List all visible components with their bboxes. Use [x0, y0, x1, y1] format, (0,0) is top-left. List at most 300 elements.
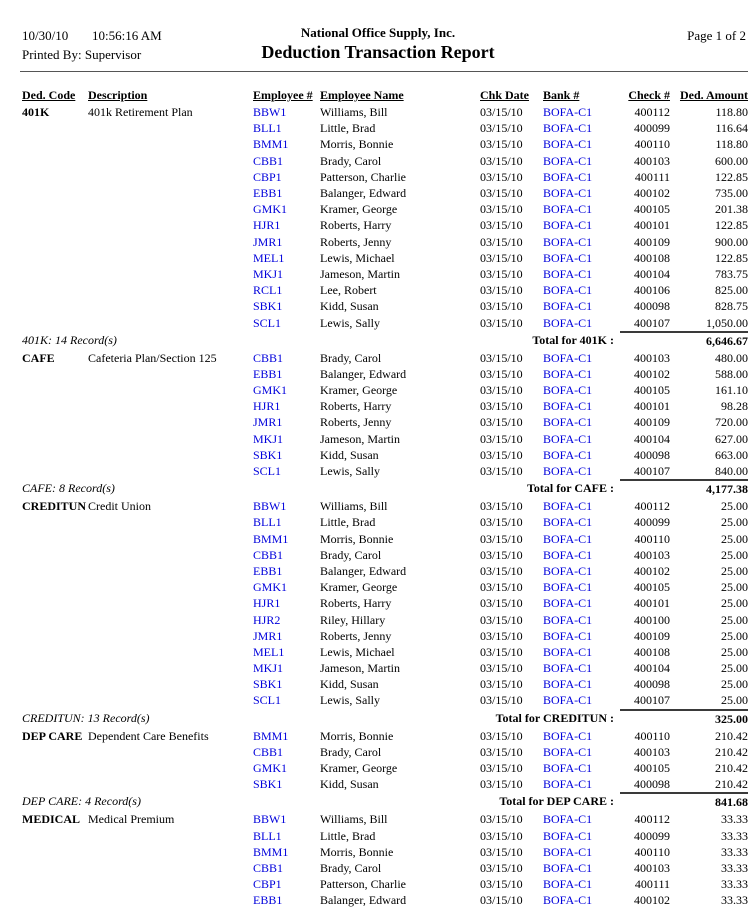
check-number-cell: 400103: [634, 350, 670, 365]
col-header-chk-date: Chk Date: [480, 87, 530, 102]
ded-amount-cell: 25.00: [721, 499, 748, 514]
bank-number-link[interactable]: BOFA-C1: [543, 383, 593, 398]
bank-number-link[interactable]: BOFA-C1: [543, 447, 593, 462]
group-record-count: CREDITUN: 13 Record(s): [22, 710, 150, 725]
employee-name-cell: Kramer, George: [320, 580, 398, 595]
table-row: [0, 350, 756, 366]
employee-number-link[interactable]: BLL1: [253, 121, 282, 136]
table-row: [0, 776, 756, 792]
employee-number-link[interactable]: BMM1: [253, 531, 289, 546]
ded-amount-cell: 720.00: [715, 415, 748, 430]
table-row: [0, 185, 756, 201]
bank-number-link[interactable]: BOFA-C1: [543, 828, 593, 843]
table-row: [0, 366, 756, 382]
bank-number-link[interactable]: BOFA-C1: [543, 728, 593, 743]
employee-name-cell: Roberts, Jenny: [320, 628, 392, 643]
chk-date-cell: 03/15/10: [480, 315, 523, 330]
employee-number-link[interactable]: BBW1: [253, 105, 287, 120]
employee-number-link[interactable]: MKJ1: [253, 266, 284, 281]
chk-date-cell: 03/15/10: [480, 234, 523, 249]
employee-name-cell: Morris, Bonnie: [320, 137, 394, 152]
bank-number-link[interactable]: BOFA-C1: [543, 250, 593, 265]
group-total-label: Total for 401K :: [532, 332, 614, 347]
employee-number-link[interactable]: CBP1: [253, 877, 282, 892]
employee-number-link[interactable]: CBP1: [253, 169, 282, 184]
bank-number-link[interactable]: BOFA-C1: [543, 366, 593, 381]
table-row: [0, 447, 756, 463]
ded-amount-cell: 663.00: [715, 447, 748, 462]
bank-number-link[interactable]: BOFA-C1: [543, 531, 593, 546]
check-number-cell: 400104: [634, 266, 670, 281]
printed-by: Printed By: Supervisor: [22, 47, 142, 62]
employee-number-link[interactable]: EBB1: [253, 186, 283, 201]
description-cell: Medical Premium: [88, 812, 175, 827]
employee-name-cell: Balanger, Edward: [320, 366, 407, 381]
bank-number-link[interactable]: BOFA-C1: [543, 812, 593, 827]
table-row: [0, 431, 756, 447]
check-number-cell: 400108: [634, 250, 670, 265]
ded-code-cell: 401K: [22, 105, 50, 120]
bank-number-link[interactable]: BOFA-C1: [543, 547, 593, 562]
chk-date-cell: 03/15/10: [480, 531, 523, 546]
description-cell: Cafeteria Plan/Section 125: [88, 350, 217, 365]
ded-amount-cell: 25.00: [721, 612, 748, 627]
table-row: [0, 514, 756, 530]
bank-number-link[interactable]: BOFA-C1: [543, 628, 593, 643]
ded-amount-cell: 25.00: [721, 596, 748, 611]
employee-number-link[interactable]: MKJ1: [253, 661, 284, 676]
bank-number-link[interactable]: BOFA-C1: [543, 299, 593, 314]
check-number-cell: 400111: [634, 877, 670, 892]
chk-date-cell: 03/15/10: [480, 447, 523, 462]
check-number-cell: 400098: [634, 777, 670, 792]
header-divider: [20, 71, 748, 72]
employee-name-cell: Roberts, Jenny: [320, 234, 392, 249]
ded-amount-cell: 25.00: [721, 531, 748, 546]
bank-number-link[interactable]: BOFA-C1: [543, 612, 593, 627]
group-total-label: Total for DEP CARE :: [499, 794, 614, 809]
table-row: [0, 811, 756, 827]
report-body: [0, 104, 756, 908]
table-row: [0, 314, 756, 330]
employee-name-cell: Riley, Hillary: [320, 612, 386, 627]
ded-code-cell: MEDICAL: [22, 812, 81, 827]
table-row: [0, 744, 756, 760]
employee-name-cell: Morris, Bonnie: [320, 531, 394, 546]
employee-name-cell: Morris, Bonnie: [320, 728, 394, 743]
table-row: [0, 828, 756, 844]
table-row: [0, 120, 756, 136]
chk-date-cell: 03/15/10: [480, 350, 523, 365]
table-row: [0, 860, 756, 876]
chk-date-cell: 03/15/10: [480, 812, 523, 827]
check-number-cell: 400109: [634, 628, 670, 643]
table-row: [0, 217, 756, 233]
chk-date-cell: 03/15/10: [480, 563, 523, 578]
employee-number-link[interactable]: JMR1: [253, 234, 283, 249]
table-row: [0, 595, 756, 611]
group-footer-row: [0, 331, 756, 349]
employee-number-link[interactable]: SBK1: [253, 299, 283, 314]
employee-number-link[interactable]: SCL1: [253, 315, 282, 330]
bank-number-link[interactable]: BOFA-C1: [543, 202, 593, 217]
ded-amount-cell: 33.33: [721, 860, 748, 875]
chk-date-cell: 03/15/10: [480, 515, 523, 530]
employee-number-link[interactable]: BMM1: [253, 728, 289, 743]
employee-name-cell: Roberts, Harry: [320, 399, 392, 414]
bank-number-link[interactable]: BOFA-C1: [543, 283, 593, 298]
ded-amount-cell: 201.38: [715, 202, 748, 217]
chk-date-cell: 03/15/10: [480, 399, 523, 414]
employee-number-link[interactable]: MEL1: [253, 250, 285, 265]
employee-name-cell: Roberts, Harry: [320, 596, 392, 611]
check-number-cell: 400101: [634, 596, 670, 611]
employee-number-link[interactable]: SBK1: [253, 777, 283, 792]
check-number-cell: 400103: [634, 547, 670, 562]
check-number-cell: 400105: [634, 383, 670, 398]
check-number-cell: 400102: [634, 563, 670, 578]
bank-number-link[interactable]: BOFA-C1: [543, 877, 593, 892]
ded-amount-cell: 783.75: [715, 266, 748, 281]
chk-date-cell: 03/15/10: [480, 266, 523, 281]
chk-date-cell: 03/15/10: [480, 218, 523, 233]
bank-number-link[interactable]: BOFA-C1: [543, 105, 593, 120]
employee-number-link[interactable]: EBB1: [253, 563, 283, 578]
col-header-bank-num: Bank #: [543, 87, 580, 102]
employee-number-link[interactable]: CBB1: [253, 547, 284, 562]
check-number-cell: 400108: [634, 644, 670, 659]
employee-name-cell: Morris, Bonnie: [320, 844, 394, 859]
ded-amount-cell: 588.00: [715, 366, 748, 381]
group-total-amount: 4,177.38: [620, 479, 748, 497]
employee-name-cell: Patterson, Charlie: [320, 169, 406, 184]
bank-number-link[interactable]: BOFA-C1: [543, 893, 593, 908]
bank-number-link[interactable]: BOFA-C1: [543, 777, 593, 792]
description-cell: Credit Union: [88, 499, 151, 514]
employee-number-link[interactable]: GMK1: [253, 383, 288, 398]
group-footer-row: [0, 709, 756, 727]
ded-amount-cell: 210.42: [715, 744, 748, 759]
chk-date-cell: 03/15/10: [480, 283, 523, 298]
chk-date-cell: 03/15/10: [480, 121, 523, 136]
check-number-cell: 400102: [634, 366, 670, 381]
employee-number-link[interactable]: JMR1: [253, 628, 283, 643]
employee-number-link[interactable]: SBK1: [253, 447, 283, 462]
employee-name-cell: Balanger, Edward: [320, 893, 407, 908]
check-number-cell: 400101: [634, 218, 670, 233]
employee-number-link[interactable]: BLL1: [253, 828, 282, 843]
check-number-cell: 400110: [634, 844, 670, 859]
table-row: [0, 579, 756, 595]
chk-date-cell: 03/15/10: [480, 777, 523, 792]
employee-name-cell: Jameson, Martin: [320, 431, 400, 446]
check-number-cell: 400099: [634, 121, 670, 136]
employee-number-link[interactable]: HJR2: [253, 612, 281, 627]
ded-amount-cell: 118.80: [715, 137, 748, 152]
col-header-employee-name: Employee Name: [320, 87, 404, 102]
bank-number-link[interactable]: BOFA-C1: [543, 137, 593, 152]
bank-number-link[interactable]: BOFA-C1: [543, 121, 593, 136]
ded-amount-cell: 122.85: [715, 218, 748, 233]
check-number-cell: 400100: [634, 612, 670, 627]
ded-amount-cell: 825.00: [715, 283, 748, 298]
bank-number-link[interactable]: BOFA-C1: [543, 677, 593, 692]
employee-name-cell: Lewis, Michael: [320, 250, 395, 265]
employee-number-link[interactable]: BLL1: [253, 515, 282, 530]
ded-amount-cell: 480.00: [715, 350, 748, 365]
ded-amount-cell: 210.42: [715, 728, 748, 743]
chk-date-cell: 03/15/10: [480, 844, 523, 859]
chk-date-cell: 03/15/10: [480, 860, 523, 875]
chk-date-cell: 03/15/10: [480, 153, 523, 168]
employee-number-link[interactable]: GMK1: [253, 202, 288, 217]
table-row: [0, 660, 756, 676]
ded-amount-cell: 25.00: [721, 547, 748, 562]
bank-number-link[interactable]: BOFA-C1: [543, 218, 593, 233]
group-record-count: CAFE: 8 Record(s): [22, 481, 115, 496]
bank-number-link[interactable]: BOFA-C1: [543, 431, 593, 446]
check-number-cell: 400107: [634, 693, 670, 708]
ded-amount-cell: 116.64: [715, 121, 748, 136]
bank-number-link[interactable]: BOFA-C1: [543, 169, 593, 184]
employee-name-cell: Brady, Carol: [320, 547, 382, 562]
employee-number-link[interactable]: BBW1: [253, 499, 287, 514]
employee-number-link[interactable]: MEL1: [253, 644, 285, 659]
employee-number-link[interactable]: BMM1: [253, 844, 289, 859]
chk-date-cell: 03/15/10: [480, 202, 523, 217]
check-number-cell: 400099: [634, 515, 670, 530]
chk-date-cell: 03/15/10: [480, 644, 523, 659]
employee-name-cell: Little, Brad: [320, 515, 376, 530]
employee-number-link[interactable]: BMM1: [253, 137, 289, 152]
group-footer-row: [0, 479, 756, 497]
table-row: [0, 876, 756, 892]
employee-number-link[interactable]: HJR1: [253, 218, 281, 233]
ded-amount-cell: 122.85: [715, 250, 748, 265]
bank-number-link[interactable]: BOFA-C1: [543, 596, 593, 611]
employee-name-cell: Jameson, Martin: [320, 266, 400, 281]
ded-amount-cell: 122.85: [715, 169, 748, 184]
employee-name-cell: Lewis, Sally: [320, 693, 380, 708]
description-cell: 401k Retirement Plan: [88, 105, 193, 120]
check-number-cell: 400102: [634, 186, 670, 201]
bank-number-link[interactable]: BOFA-C1: [543, 761, 593, 776]
ded-amount-cell: 25.00: [721, 628, 748, 643]
employee-number-link[interactable]: CBB1: [253, 744, 284, 759]
table-row: [0, 266, 756, 282]
ded-amount-cell: 210.42: [715, 777, 748, 792]
bank-number-link[interactable]: BOFA-C1: [543, 644, 593, 659]
employee-name-cell: Brady, Carol: [320, 744, 382, 759]
ded-amount-cell: 828.75: [715, 299, 748, 314]
table-row: [0, 298, 756, 314]
bank-number-link[interactable]: BOFA-C1: [543, 399, 593, 414]
employee-number-link[interactable]: SBK1: [253, 677, 283, 692]
bank-number-link[interactable]: BOFA-C1: [543, 580, 593, 595]
employee-number-link[interactable]: CBB1: [253, 153, 284, 168]
check-number-cell: 400103: [634, 744, 670, 759]
check-number-cell: 400107: [634, 464, 670, 479]
check-number-cell: 400109: [634, 234, 670, 249]
employee-name-cell: Roberts, Harry: [320, 218, 392, 233]
check-number-cell: 400105: [634, 761, 670, 776]
employee-number-link[interactable]: RCL1: [253, 283, 283, 298]
employee-name-cell: Brady, Carol: [320, 350, 382, 365]
employee-name-cell: Little, Brad: [320, 828, 376, 843]
ded-amount-cell: 627.00: [715, 431, 748, 446]
employee-number-link[interactable]: HJR1: [253, 399, 281, 414]
table-header-row: [0, 86, 756, 103]
chk-date-cell: 03/15/10: [480, 728, 523, 743]
table-row: [0, 382, 756, 398]
bank-number-link[interactable]: BOFA-C1: [543, 499, 593, 514]
chk-date-cell: 03/15/10: [480, 105, 523, 120]
employee-name-cell: Kramer, George: [320, 761, 398, 776]
table-row: [0, 628, 756, 644]
ded-amount-cell: 735.00: [715, 186, 748, 201]
employee-number-link[interactable]: HJR1: [253, 596, 281, 611]
check-number-cell: 400112: [634, 499, 670, 514]
table-row: [0, 153, 756, 169]
group-total-amount: 6,646.67: [620, 331, 748, 349]
ded-amount-cell: 98.28: [721, 399, 748, 414]
chk-date-cell: 03/15/10: [480, 299, 523, 314]
page-number: Page 1 of 2: [687, 28, 746, 43]
table-row: [0, 463, 756, 479]
bank-number-link[interactable]: BOFA-C1: [543, 464, 593, 479]
check-number-cell: 400110: [634, 137, 670, 152]
bank-number-link[interactable]: BOFA-C1: [543, 315, 593, 330]
chk-date-cell: 03/15/10: [480, 744, 523, 759]
bank-number-link[interactable]: BOFA-C1: [543, 661, 593, 676]
table-row: [0, 498, 756, 514]
employee-number-link[interactable]: CBB1: [253, 860, 284, 875]
table-row: [0, 676, 756, 692]
chk-date-cell: 03/15/10: [480, 677, 523, 692]
bank-number-link[interactable]: BOFA-C1: [543, 415, 593, 430]
bank-number-link[interactable]: BOFA-C1: [543, 860, 593, 875]
employee-name-cell: Kramer, George: [320, 383, 398, 398]
bank-number-link[interactable]: BOFA-C1: [543, 515, 593, 530]
employee-name-cell: Kidd, Susan: [320, 447, 379, 462]
check-number-cell: 400103: [634, 860, 670, 875]
ded-amount-cell: 161.10: [715, 383, 748, 398]
employee-number-link[interactable]: SCL1: [253, 464, 282, 479]
employee-name-cell: Kramer, George: [320, 202, 398, 217]
employee-number-link[interactable]: MKJ1: [253, 431, 284, 446]
table-row: [0, 760, 756, 776]
chk-date-cell: 03/15/10: [480, 169, 523, 184]
ded-amount-cell: 25.00: [721, 693, 748, 708]
employee-name-cell: Kidd, Susan: [320, 777, 379, 792]
col-header-employee-num: Employee #: [253, 87, 313, 102]
bank-number-link[interactable]: BOFA-C1: [543, 563, 593, 578]
check-number-cell: 400104: [634, 431, 670, 446]
table-row: [0, 563, 756, 579]
ded-code-cell: DEP CARE: [22, 728, 83, 743]
employee-number-link[interactable]: EBB1: [253, 366, 283, 381]
chk-date-cell: 03/15/10: [480, 596, 523, 611]
ded-amount-cell: 33.33: [721, 844, 748, 859]
chk-date-cell: 03/15/10: [480, 877, 523, 892]
ded-amount-cell: 25.00: [721, 677, 748, 692]
bank-number-link[interactable]: BOFA-C1: [543, 234, 593, 249]
bank-number-link[interactable]: BOFA-C1: [543, 844, 593, 859]
bank-number-link[interactable]: BOFA-C1: [543, 693, 593, 708]
table-row: [0, 136, 756, 152]
employee-number-link[interactable]: GMK1: [253, 761, 288, 776]
check-number-cell: 400102: [634, 893, 670, 908]
check-number-cell: 400103: [634, 153, 670, 168]
chk-date-cell: 03/15/10: [480, 612, 523, 627]
chk-date-cell: 03/15/10: [480, 186, 523, 201]
ded-amount-cell: 1,050.00: [706, 315, 748, 330]
table-row: [0, 104, 756, 120]
bank-number-link[interactable]: BOFA-C1: [543, 744, 593, 759]
table-row: [0, 611, 756, 627]
employee-name-cell: Lee, Robert: [320, 283, 377, 298]
check-number-cell: 400098: [634, 299, 670, 314]
chk-date-cell: 03/15/10: [480, 431, 523, 446]
ded-amount-cell: 210.42: [715, 761, 748, 776]
bank-number-link[interactable]: BOFA-C1: [543, 350, 593, 365]
table-row: [0, 169, 756, 185]
ded-code-cell: CREDITUN: [22, 499, 87, 514]
col-header-ded-amount: Ded. Amount: [679, 87, 748, 102]
chk-date-cell: 03/15/10: [480, 580, 523, 595]
employee-number-link[interactable]: BBW1: [253, 812, 287, 827]
employee-name-cell: Brady, Carol: [320, 153, 382, 168]
ded-amount-cell: 600.00: [715, 153, 748, 168]
employee-name-cell: Williams, Bill: [320, 105, 388, 120]
employee-number-link[interactable]: JMR1: [253, 415, 283, 430]
employee-name-cell: Little, Brad: [320, 121, 376, 136]
check-number-cell: 400110: [634, 728, 670, 743]
group-record-count: DEP CARE: 4 Record(s): [22, 794, 141, 809]
ded-amount-cell: 33.33: [721, 812, 748, 827]
employee-number-link[interactable]: EBB1: [253, 893, 283, 908]
ded-amount-cell: 840.00: [715, 464, 748, 479]
check-number-cell: 400106: [634, 283, 670, 298]
page-title: Deduction Transaction Report: [261, 42, 495, 62]
check-number-cell: 400105: [634, 580, 670, 595]
check-number-cell: 400110: [634, 531, 670, 546]
chk-date-cell: 03/15/10: [480, 628, 523, 643]
bank-number-link[interactable]: BOFA-C1: [543, 186, 593, 201]
employee-number-link[interactable]: CBB1: [253, 350, 284, 365]
col-header-description: Description: [88, 87, 148, 102]
table-row: [0, 692, 756, 708]
chk-date-cell: 03/15/10: [480, 250, 523, 265]
employee-name-cell: Williams, Bill: [320, 812, 388, 827]
check-number-cell: 400098: [634, 677, 670, 692]
employee-name-cell: Kidd, Susan: [320, 299, 379, 314]
employee-name-cell: Balanger, Edward: [320, 563, 407, 578]
employee-name-cell: Brady, Carol: [320, 860, 382, 875]
employee-name-cell: Lewis, Sally: [320, 464, 380, 479]
employee-number-link[interactable]: SCL1: [253, 693, 282, 708]
group-footer-row: [0, 792, 756, 810]
table-row: [0, 398, 756, 414]
bank-number-link[interactable]: BOFA-C1: [543, 266, 593, 281]
chk-date-cell: 03/15/10: [480, 828, 523, 843]
report-date: 10/30/10: [22, 28, 69, 43]
chk-date-cell: 03/15/10: [480, 761, 523, 776]
check-number-cell: 400111: [634, 169, 670, 184]
table-row: [0, 531, 756, 547]
bank-number-link[interactable]: BOFA-C1: [543, 153, 593, 168]
employee-number-link[interactable]: GMK1: [253, 580, 288, 595]
